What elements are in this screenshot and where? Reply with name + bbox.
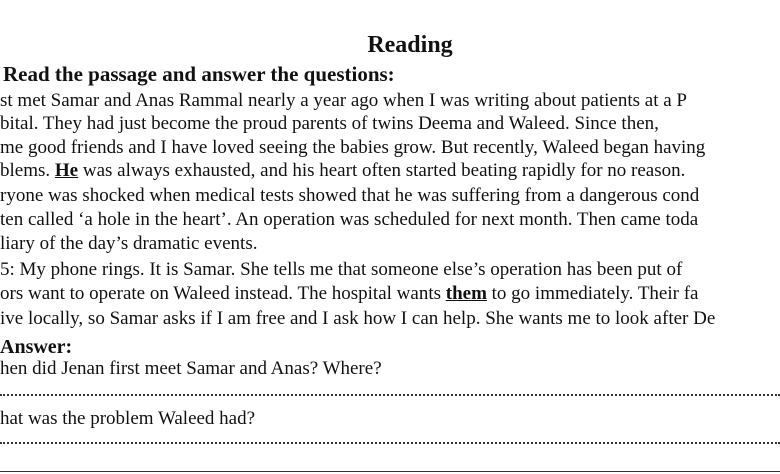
answer-heading: Answer:: [0, 336, 73, 358]
passage-line-9: [0, 282, 780, 306]
answer-line-1[interactable]: [0, 394, 780, 396]
bottom-divider: [0, 471, 780, 472]
question-2: hat was the problem Waleed had?: [0, 408, 256, 429]
passage-line-6: ten called ‘a hole in the heart’. An operation was scheduled for next month. Then came toda: [0, 209, 699, 230]
highlighted-pronoun-them: them: [445, 283, 487, 304]
passage-text: blems.: [0, 160, 55, 181]
question-1: hen did Jenan first meet Samar and Anas? Where?: [0, 358, 382, 379]
passage-line-7: liary of the day’s dramatic events.: [0, 233, 258, 254]
passage-line-10: ive locally, so Samar asks if I am free and I ask how I can help. She wants me to look after De: [0, 308, 716, 329]
answer-line-2[interactable]: [0, 442, 780, 444]
page-title: Reading: [367, 32, 453, 58]
passage-line-4: [0, 159, 780, 183]
passage-line-8: 5: My phone rings. It is Samar. She tells me that someone else’s operation has been put of: [0, 259, 683, 280]
passage-line-1: st met Samar and Anas Rammal nearly a year ago when I was writing about patients at a P: [0, 90, 687, 111]
passage-text: was always exhausted, and his heart often started beating rapidly for no reason.: [78, 160, 686, 181]
instruction-heading: Read the passage and answer the questions:: [3, 62, 395, 86]
passage-text: ors want to operate on Waleed instead. The hospital wants: [0, 283, 446, 304]
passage-line-3: me good friends and I have loved seeing the babies grow. But recently, Waleed began having: [0, 137, 706, 158]
highlighted-pronoun-he: He: [54, 160, 79, 181]
passage-line-2: bital. They had just become the proud parents of twins Deema and Waleed. Since then,: [0, 113, 659, 134]
passage-line-5: ryone was shocked when medical tests showed that he was suffering from a dangerous cond: [0, 185, 700, 206]
passage-text: to go immediately. Their fa: [486, 283, 699, 304]
